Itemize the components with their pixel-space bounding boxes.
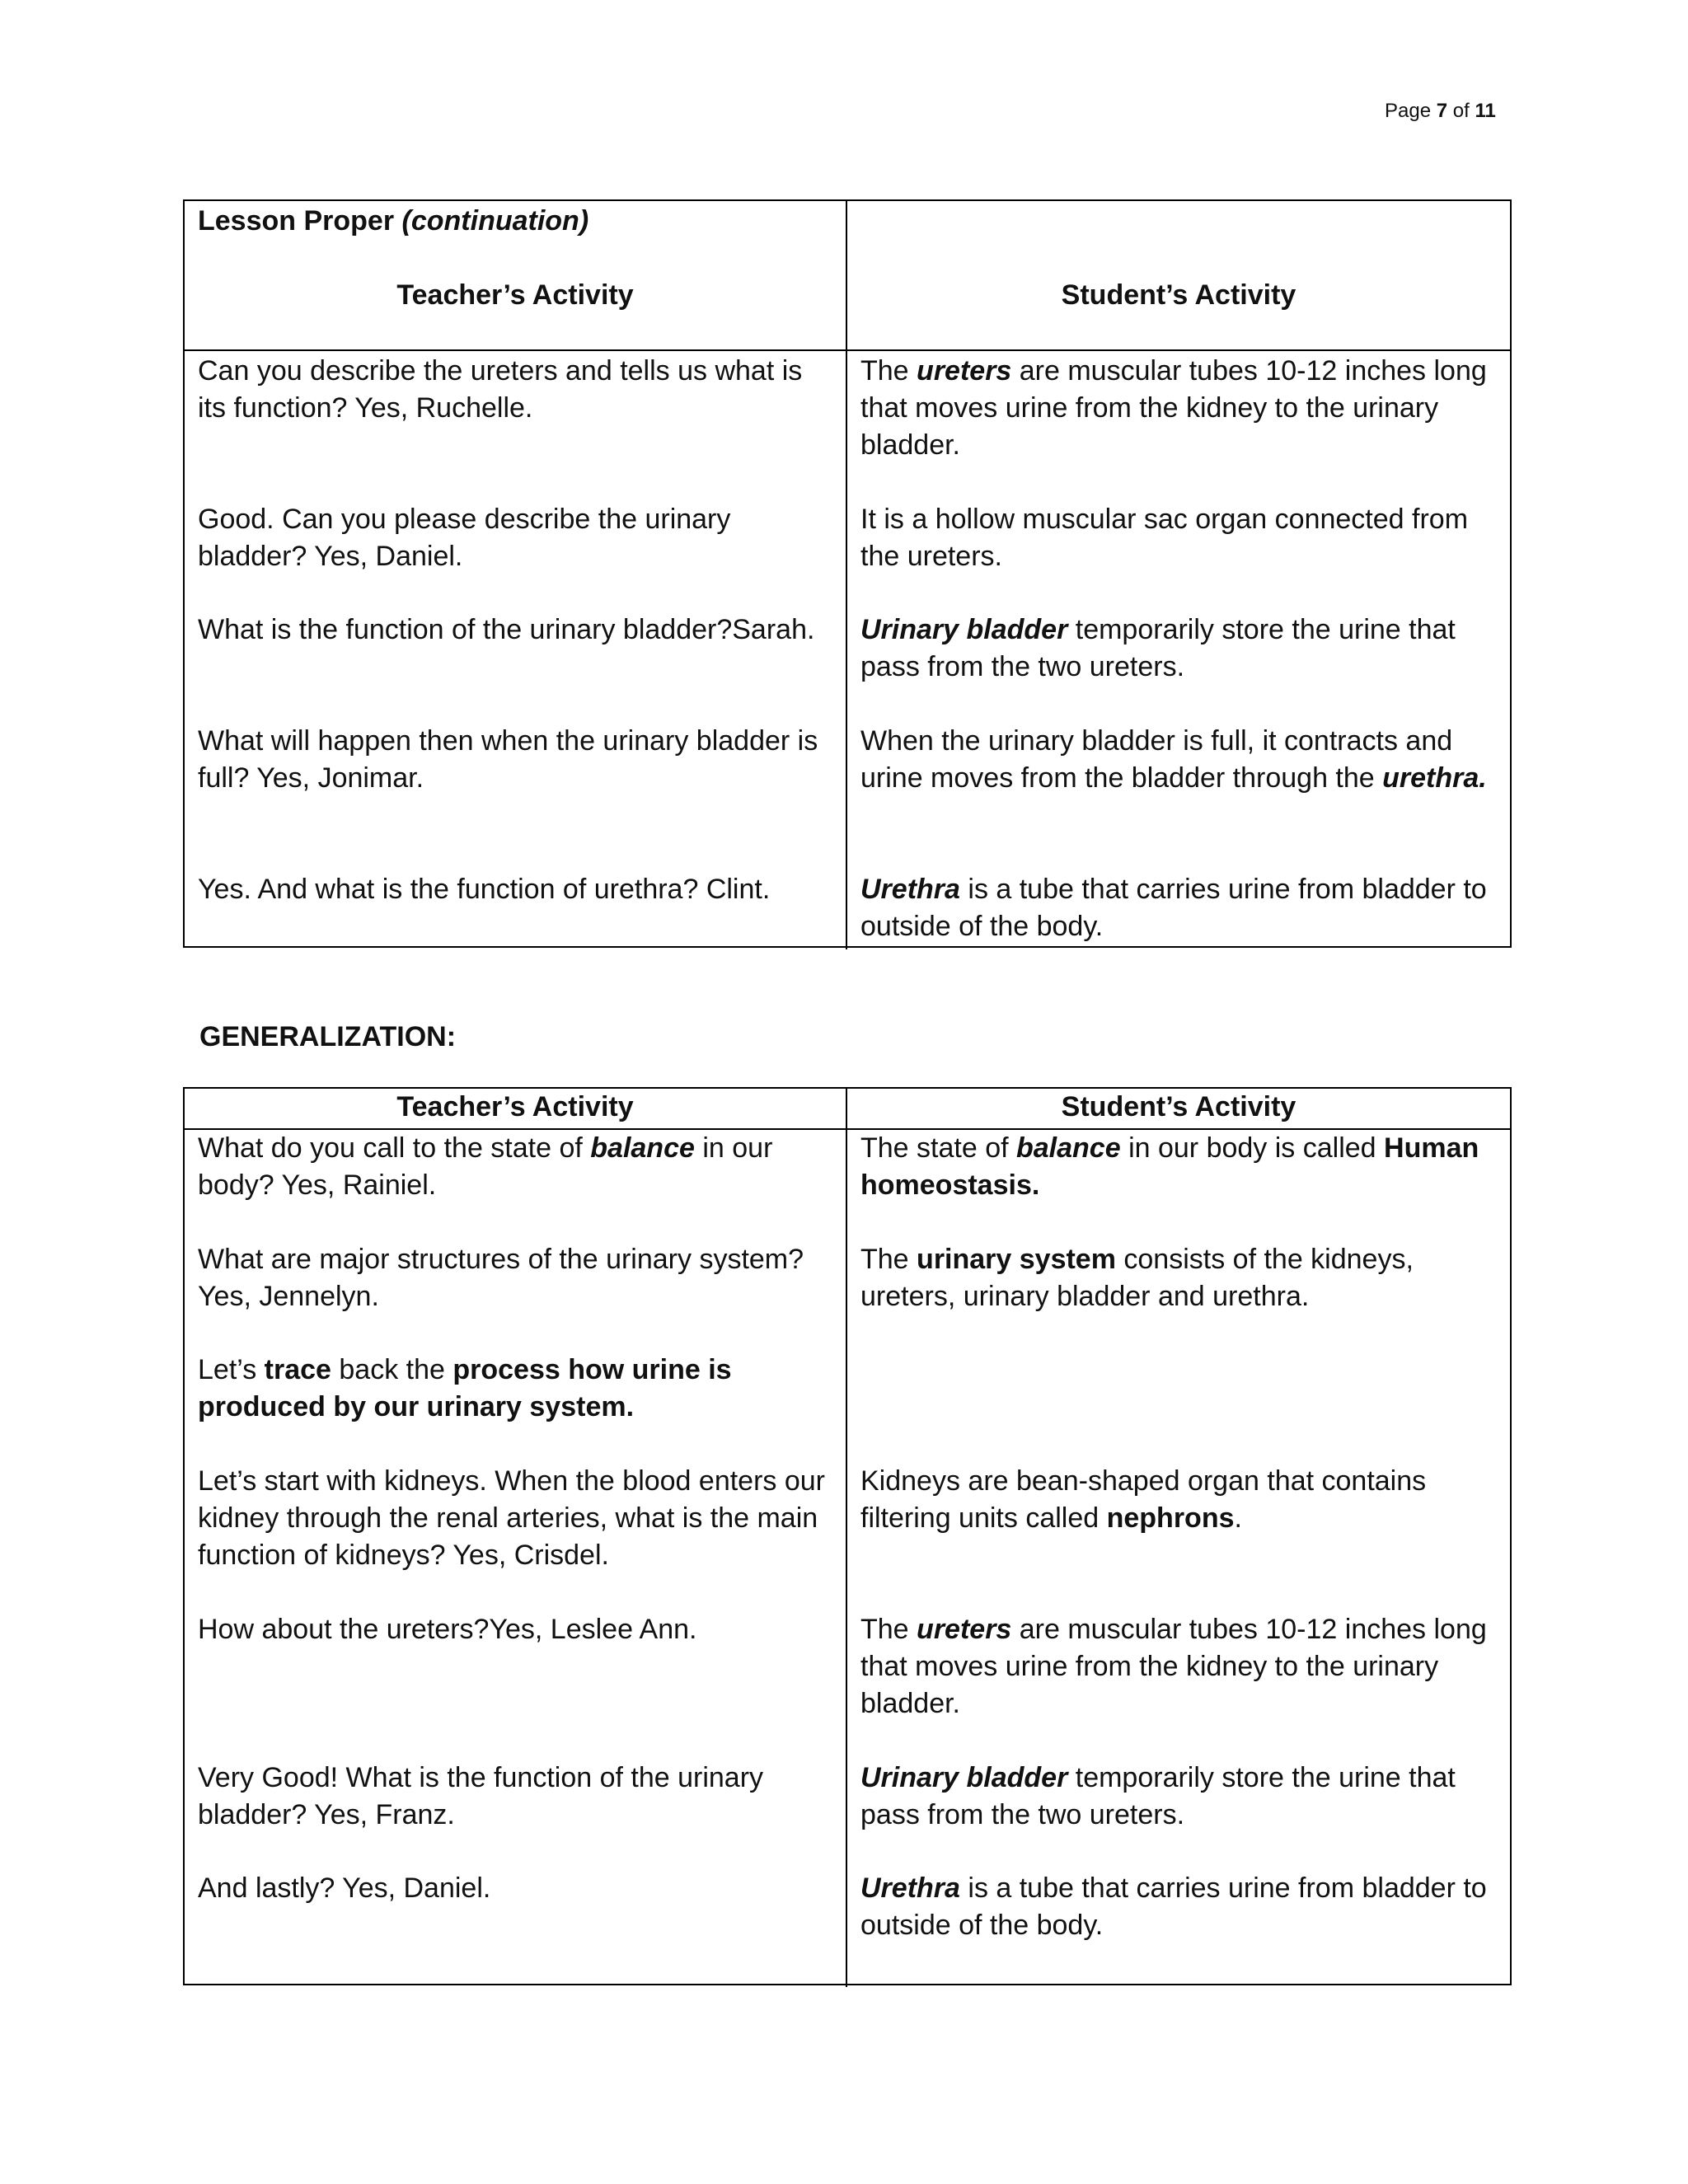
gen-student-a3-empty	[860, 1352, 1497, 1463]
student-activity-header: Student’s Activity	[1061, 279, 1296, 311]
lesson-header-row	[185, 201, 1510, 351]
gen-student-a7: Urethra is a tube that carries urine from bladder to outside of the body.	[860, 1872, 1487, 1941]
gen-student-a5: The ureters are muscular tubes 10-12 inches long that moves urine from the kidney to the urinary bladder.	[860, 1614, 1487, 1719]
gen-student-a1: The state of balance in our body is called Human homeostasis.	[860, 1132, 1479, 1201]
teacher-q2: Good. Can you please describe the urinary bladder? Yes, Daniel.	[198, 504, 731, 572]
lesson-header-left	[185, 201, 847, 349]
gen-student-header: Student’s Activity	[1061, 1091, 1296, 1122]
generalization-body-row	[185, 1130, 1510, 1987]
gen-student-column	[847, 1130, 1510, 1987]
lesson-title: Lesson Proper	[198, 205, 395, 237]
gen-teacher-q2: What are major structures of the urinary system? Yes, Jennelyn.	[198, 1244, 804, 1312]
gen-teacher-q1: What do you call to the state of balance in our body? Yes, Rainiel.	[198, 1132, 773, 1201]
gen-teacher-column	[185, 1130, 847, 1987]
gen-student-a6: Urinary bladder temporarily store the urine that pass from the two ureters.	[860, 1762, 1456, 1830]
lesson-table	[183, 199, 1512, 948]
generalization-table	[183, 1087, 1512, 1985]
teacher-column	[185, 351, 847, 949]
lesson-header-right	[847, 201, 1510, 349]
teacher-q1: Can you describe the ureters and tells us what is its function? Yes, Ruchelle.	[198, 355, 803, 424]
page-of: of	[1452, 100, 1470, 122]
gen-teacher-q4: Let’s start with kidneys. When the blood enters our kidney through the renal arteries, what is the main function of kidneys? Yes, Crisdel.	[198, 1465, 825, 1571]
student-a4: When the urinary bladder is full, it contracts and urine moves from the bladder through the urethra.	[860, 725, 1487, 794]
generalization-heading: GENERALIZATION:	[199, 1021, 457, 1052]
page-label: Page	[1385, 100, 1432, 122]
student-a5: Urethra is a tube that carries urine from bladder to outside of the body.	[860, 874, 1487, 942]
gen-teacher-q7: And lastly? Yes, Daniel.	[198, 1872, 491, 1904]
generalization-header-row	[185, 1089, 1510, 1130]
lesson-body-row	[185, 351, 1510, 949]
gen-teacher-q3: Let’s trace back the process how urine is produced by our urinary system.	[198, 1354, 732, 1422]
gen-student-a4: Kidneys are bean-shaped organ that contains filtering units called nephrons.	[860, 1465, 1427, 1534]
page-total: 11	[1475, 100, 1496, 122]
student-column	[847, 351, 1510, 949]
gen-teacher-q6: Very Good! What is the function of the urinary bladder? Yes, Franz.	[198, 1762, 764, 1830]
page-number	[1385, 99, 1496, 124]
student-a3: Urinary bladder temporarily store the urine that pass from the two ureters.	[860, 614, 1456, 682]
teacher-q5: Yes. And what is the function of urethra? Clint.	[198, 874, 771, 905]
lesson-title-suffix: (continuation)	[401, 205, 589, 237]
gen-teacher-header: Teacher’s Activity	[185, 1089, 847, 1128]
teacher-q4: What will happen then when the urinary bladder is full? Yes, Jonimar.	[198, 725, 818, 794]
student-a1: The ureters are muscular tubes 10-12 inches long that moves urine from the kidney to the urinary bladder.	[860, 355, 1487, 461]
gen-student-a2: The urinary system consists of the kidneys, ureters, urinary bladder and urethra.	[860, 1244, 1414, 1312]
page-current: 7	[1436, 100, 1448, 122]
teacher-activity-header: Teacher’s Activity	[396, 279, 634, 311]
gen-teacher-q5: How about the ureters?Yes, Leslee Ann.	[198, 1614, 697, 1645]
student-a2: It is a hollow muscular sac organ connected from the ureters.	[860, 504, 1469, 572]
teacher-q3: What is the function of the urinary bladder?Sarah.	[198, 614, 815, 645]
